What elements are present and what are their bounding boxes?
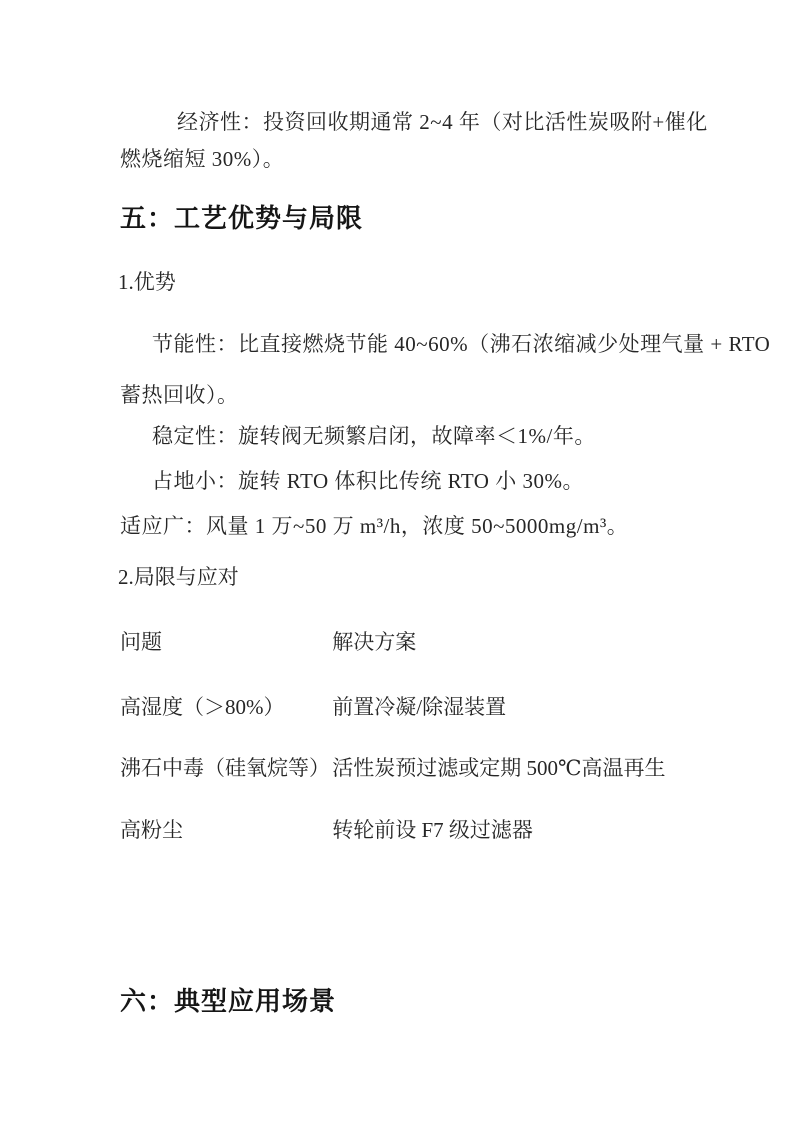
section-five-heading: 五：工艺优势与局限 [120, 203, 364, 233]
economy-paragraph-line2: 燃烧缩短 30%）。 [120, 147, 285, 171]
table-cell-problem: 高湿度（＞80%） [120, 695, 285, 719]
advantages-subheading: 1.优势 [118, 270, 176, 294]
table-row [120, 755, 666, 781]
advantage-adaptability: 适应广：风量 1 万~50 万 m³/h，浓度 50~5000mg/m³。 [120, 514, 629, 538]
advantage-energy-line1: 节能性：比直接燃烧节能 40~60%（沸石浓缩减少处理气量 + RTO [152, 332, 771, 356]
advantage-stability: 稳定性：旋转阀无频繁启闭，故障率＜1%/年。 [152, 424, 596, 448]
table-cell-solution: 前置冷凝/除湿装置 [332, 695, 507, 719]
table-row [120, 817, 533, 843]
table-header-problem: 问题 [120, 630, 162, 654]
table-header-solution: 解决方案 [332, 630, 417, 654]
table-cell-solution: 转轮前设 F7 级过滤器 [332, 818, 533, 842]
limitations-subheading: 2.局限与应对 [118, 565, 239, 589]
table-row [120, 694, 506, 720]
advantage-footprint: 占地小：旋转 RTO 体积比传统 RTO 小 30%。 [152, 469, 584, 493]
economy-paragraph-line1: 经济性：投资回收期通常 2~4 年（对比活性炭吸附+催化 [177, 110, 708, 134]
table-cell-solution: 活性炭预过滤或定期 500℃高温再生 [332, 756, 666, 780]
table-cell-problem: 沸石中毒（硅氧烷等） [120, 756, 330, 780]
table-cell-problem: 高粉尘 [120, 818, 183, 842]
table-header-row [120, 629, 416, 655]
advantage-energy-line2: 蓄热回收）。 [120, 383, 239, 407]
section-six-heading: 六：典型应用场景 [120, 986, 337, 1016]
